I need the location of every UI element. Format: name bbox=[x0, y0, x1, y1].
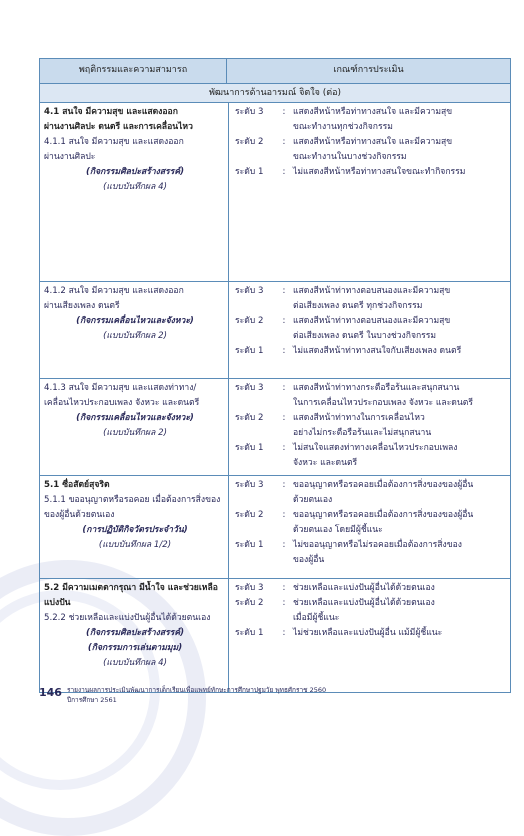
criteria-level bbox=[235, 329, 275, 344]
criteria-level: ระดับ 1 bbox=[235, 346, 264, 357]
behavior-line: (แบบบันทึกผล 2) bbox=[103, 331, 167, 342]
criteria-colon: : bbox=[282, 316, 286, 327]
behavior-line: เคลื่อนไหวประกอบเพลง จังหวะ และดนตรี bbox=[44, 398, 200, 409]
criteria-text: แสดงสีหน้าท่าทางตอบสนองและมีความสุข bbox=[293, 316, 451, 327]
behavior-line: 5.2.2 ช่วยเหลือและแบ่งปันผู้อื่นได้ด้วยตนเอง bbox=[44, 613, 211, 624]
criteria-text: แสดงสีหน้าท่าทางในการเคลื่อนไหว bbox=[293, 413, 425, 424]
criteria-line bbox=[235, 523, 506, 538]
behavior-line: (กิจกรรมศิลปะสร้างสรรค์) bbox=[85, 628, 185, 639]
criteria-colon: : bbox=[282, 443, 286, 454]
criteria-line bbox=[235, 284, 506, 299]
criteria-level: ระดับ 1 bbox=[235, 167, 264, 178]
criteria-line bbox=[235, 456, 506, 471]
criteria-colon bbox=[275, 611, 293, 626]
criteria-colon bbox=[275, 299, 293, 314]
criteria-text: ต่อเสียงเพลง ดนตรี ในบางช่วงกิจกรรม bbox=[293, 331, 437, 342]
criteria-text: ด้วยตนเอง โดยมีผู้ชี้แนะ bbox=[293, 525, 383, 536]
criteria-level: ระดับ 1 bbox=[235, 540, 264, 551]
criteria-line bbox=[235, 478, 506, 493]
criteria-level bbox=[235, 456, 275, 471]
criteria-line bbox=[235, 508, 506, 523]
behavior-line: (แบบบันทึกผล 2) bbox=[103, 428, 167, 439]
criteria-colon: : bbox=[282, 583, 286, 593]
footer-line-2: ปีการศึกษา 2561 bbox=[67, 695, 117, 704]
criteria-level: ระดับ 3 bbox=[235, 107, 264, 117]
criteria-text: แสดงสีหน้าท่าทางกระตือรือร้นและสนุกสนาน bbox=[293, 383, 460, 393]
table-row bbox=[40, 579, 510, 692]
criteria-colon bbox=[275, 329, 293, 344]
criteria-line bbox=[235, 538, 506, 553]
behavior-line: ของผู้อื่นด้วยตนเอง bbox=[44, 510, 115, 521]
criteria-level: ระดับ 3 bbox=[235, 583, 264, 593]
criteria-colon bbox=[275, 120, 293, 135]
criteria-line bbox=[235, 135, 506, 150]
table-body bbox=[40, 103, 510, 692]
criteria-level: ระดับ 2 bbox=[235, 598, 264, 609]
criteria-colon: : bbox=[282, 598, 286, 609]
footer-text bbox=[67, 686, 326, 706]
criteria-cell bbox=[229, 476, 510, 578]
criteria-cell bbox=[229, 103, 510, 281]
table-subheader: พัฒนาการด้านอารมณ์ จิตใจ (ต่อ) bbox=[40, 84, 510, 103]
criteria-line bbox=[235, 120, 506, 135]
table-header bbox=[40, 59, 510, 84]
criteria-level: ระดับ 3 bbox=[235, 480, 264, 490]
table-row bbox=[40, 379, 510, 476]
criteria-text: ไม่แสดงสีหน้าหรือท่าทางสนใจขณะทำกิจกรรม bbox=[293, 167, 466, 178]
criteria-text: ช่วยเหลือและแบ่งปันผู้อื่นได้ด้วยตนเอง bbox=[293, 583, 435, 593]
behavior-line: 4.1 สนใจ มีความสุข และแสดงออก bbox=[44, 107, 178, 117]
behavior-line: 5.1 ซื่อสัตย์สุจริต bbox=[44, 480, 110, 490]
criteria-colon: : bbox=[282, 286, 286, 296]
page-number: 146 bbox=[39, 686, 62, 699]
criteria-level bbox=[235, 120, 275, 135]
criteria-colon: : bbox=[282, 480, 286, 490]
behavior-line: 4.1.1 สนใจ มีความสุข และแสดงออก bbox=[44, 137, 184, 148]
criteria-colon: : bbox=[282, 540, 286, 551]
behavior-line: (การปฏิบัติกิจวัตรประจำวัน) bbox=[82, 525, 188, 536]
criteria-cell bbox=[229, 579, 510, 692]
behavior-line: (แบบบันทึกผล 1/2) bbox=[98, 540, 172, 551]
behavior-cell bbox=[40, 282, 229, 378]
criteria-text: แสดงสีหน้าหรือท่าทางสนใจ และมีความสุข bbox=[293, 107, 453, 117]
criteria-line bbox=[235, 596, 506, 611]
criteria-line bbox=[235, 396, 506, 411]
behavior-cell bbox=[40, 379, 229, 475]
criteria-level bbox=[235, 611, 275, 626]
criteria-line bbox=[235, 299, 506, 314]
criteria-line bbox=[235, 411, 506, 426]
criteria-text: อย่างไม่กระตือรือร้นและไม่สนุกสนาน bbox=[293, 428, 432, 439]
criteria-line bbox=[235, 329, 506, 344]
criteria-line bbox=[235, 381, 506, 396]
criteria-colon: : bbox=[282, 107, 286, 117]
criteria-text: ไม่ช่วยเหลือและแบ่งปันผู้อื่น แม้มีผู้ชี้แนะ bbox=[293, 628, 443, 639]
criteria-level: ระดับ 3 bbox=[235, 383, 264, 393]
behavior-line: (กิจกรรมการเล่นตามมุม) bbox=[87, 643, 183, 654]
criteria-level: ระดับ 1 bbox=[235, 443, 264, 454]
behavior-line: (แบบบันทึกผล 4) bbox=[103, 658, 167, 669]
criteria-level: ระดับ 2 bbox=[235, 137, 264, 148]
criteria-colon: : bbox=[282, 167, 286, 178]
criteria-cell bbox=[229, 282, 510, 378]
behavior-line: 5.2 มีความเมตตากรุณา มีน้ำใจ และช่วยเหลือ bbox=[44, 583, 218, 593]
criteria-line bbox=[235, 165, 506, 180]
behavior-line: แบ่งปัน bbox=[44, 598, 71, 609]
footer-line-1: รายงานผลการประเมินพัฒนาการเด็กเรียนเพื่อแพทย์ทักษะการศึกษาปฐมวัย พุทธศักราช 2560 bbox=[67, 686, 327, 694]
table-row bbox=[40, 476, 510, 579]
assessment-table bbox=[39, 58, 511, 693]
criteria-level: ระดับ 2 bbox=[235, 316, 264, 327]
behavior-line: (แบบบันทึกผล 4) bbox=[103, 182, 167, 193]
criteria-level: ระดับ 2 bbox=[235, 413, 264, 424]
criteria-line bbox=[235, 626, 506, 641]
behavior-line: (กิจกรรมเคลื่อนไหวและจังหวะ) bbox=[76, 316, 194, 327]
behavior-line: (กิจกรรมเคลื่อนไหวและจังหวะ) bbox=[76, 413, 194, 424]
criteria-line bbox=[235, 150, 506, 165]
criteria-text: เมื่อมีผู้ชี้แนะ bbox=[293, 613, 340, 624]
behavior-line: ผ่านเสียงเพลง ดนตรี bbox=[44, 301, 120, 312]
criteria-level bbox=[235, 150, 275, 165]
criteria-text: ไม่สนใจแสดงท่าทางเคลื่อนไหวประกอบเพลง bbox=[293, 443, 458, 454]
behavior-line: ผ่านงานศิลปะ bbox=[44, 152, 96, 163]
table-row bbox=[40, 282, 510, 379]
criteria-level bbox=[235, 299, 275, 314]
criteria-level: ระดับ 1 bbox=[235, 628, 264, 639]
criteria-line bbox=[235, 581, 506, 596]
criteria-text: ของผู้อื่น bbox=[293, 555, 325, 566]
behavior-cell bbox=[40, 579, 229, 692]
criteria-colon bbox=[275, 523, 293, 538]
criteria-text: ไม่แสดงสีหน้าท่าทางสนใจกับเสียงเพลง ดนตรี bbox=[293, 346, 462, 357]
criteria-text: ช่วยเหลือและแบ่งปันผู้อื่นได้ด้วยตนเอง bbox=[293, 598, 435, 609]
behavior-cell bbox=[40, 476, 229, 578]
criteria-text: ขออนุญาตหรือรอคอยเมื่อต้องการสิ่งของของผู้อื่น bbox=[293, 480, 474, 490]
criteria-colon: : bbox=[282, 137, 286, 148]
criteria-text: ต่อเสียงเพลง ดนตรี ทุกช่วงกิจกรรม bbox=[293, 301, 423, 312]
criteria-level bbox=[235, 426, 275, 441]
behavior-line: 5.1.1 ขออนุญาตหรือรอคอย เมื่อต้องการสิ่งของ bbox=[44, 495, 221, 506]
criteria-text: แสดงสีหน้าท่าทางตอบสนองและมีความสุข bbox=[293, 286, 451, 296]
criteria-colon: : bbox=[282, 413, 286, 424]
criteria-line bbox=[235, 493, 506, 508]
criteria-line bbox=[235, 314, 506, 329]
criteria-colon: : bbox=[282, 383, 286, 393]
criteria-line bbox=[235, 105, 506, 120]
page-footer bbox=[39, 686, 326, 706]
behavior-line: ผ่านงานศิลปะ ดนตรี และการเคลื่อนไหว bbox=[44, 122, 193, 133]
behavior-line: 4.1.3 สนใจ มีความสุข และแสดงท่าทาง/ bbox=[44, 383, 197, 393]
criteria-level bbox=[235, 493, 275, 508]
criteria-colon bbox=[275, 396, 293, 411]
criteria-line bbox=[235, 426, 506, 441]
criteria-level: ระดับ 3 bbox=[235, 286, 264, 296]
criteria-text: ในการเคลื่อนไหวประกอบเพลง จังหวะ และดนตรี bbox=[293, 398, 473, 409]
criteria-line bbox=[235, 553, 506, 568]
criteria-colon: : bbox=[282, 346, 286, 357]
behavior-cell bbox=[40, 103, 229, 281]
criteria-text: ไม่ขออนุญาตหรือไม่รอคอยเมื่อต้องการสิ่งของ bbox=[293, 540, 462, 551]
criteria-colon bbox=[275, 426, 293, 441]
criteria-colon bbox=[275, 493, 293, 508]
criteria-level: ระดับ 2 bbox=[235, 510, 264, 521]
behavior-line: 4.1.2 สนใจ มีความสุข และแสดงออก bbox=[44, 286, 184, 296]
criteria-colon: : bbox=[282, 628, 286, 639]
criteria-line bbox=[235, 344, 506, 359]
criteria-colon: : bbox=[282, 510, 286, 521]
criteria-level bbox=[235, 523, 275, 538]
criteria-line bbox=[235, 611, 506, 626]
criteria-text: แสดงสีหน้าหรือท่าทางสนใจ และมีความสุข bbox=[293, 137, 453, 148]
criteria-level bbox=[235, 553, 275, 568]
criteria-cell bbox=[229, 379, 510, 475]
criteria-line bbox=[235, 441, 506, 456]
criteria-text: ขออนุญาตหรือรอคอยเมื่อต้องการสิ่งของของผู้อื่น bbox=[293, 510, 474, 521]
behavior-line: (กิจกรรมศิลปะสร้างสรรค์) bbox=[85, 167, 185, 178]
criteria-text: ขณะทำงานในบางช่วงกิจกรรม bbox=[293, 152, 407, 163]
header-behavior: พฤติกรรมและความสามารถ bbox=[40, 59, 227, 83]
criteria-text: จังหวะ และดนตรี bbox=[293, 458, 358, 469]
header-criteria: เกณฑ์การประเมิน bbox=[333, 65, 404, 76]
criteria-text: ด้วยตนเอง bbox=[293, 495, 333, 506]
criteria-colon bbox=[275, 456, 293, 471]
criteria-level bbox=[235, 396, 275, 411]
table-row bbox=[40, 103, 510, 282]
criteria-text: ขณะทำงานทุกช่วงกิจกรรม bbox=[293, 122, 393, 133]
criteria-colon bbox=[275, 150, 293, 165]
criteria-colon bbox=[275, 553, 293, 568]
